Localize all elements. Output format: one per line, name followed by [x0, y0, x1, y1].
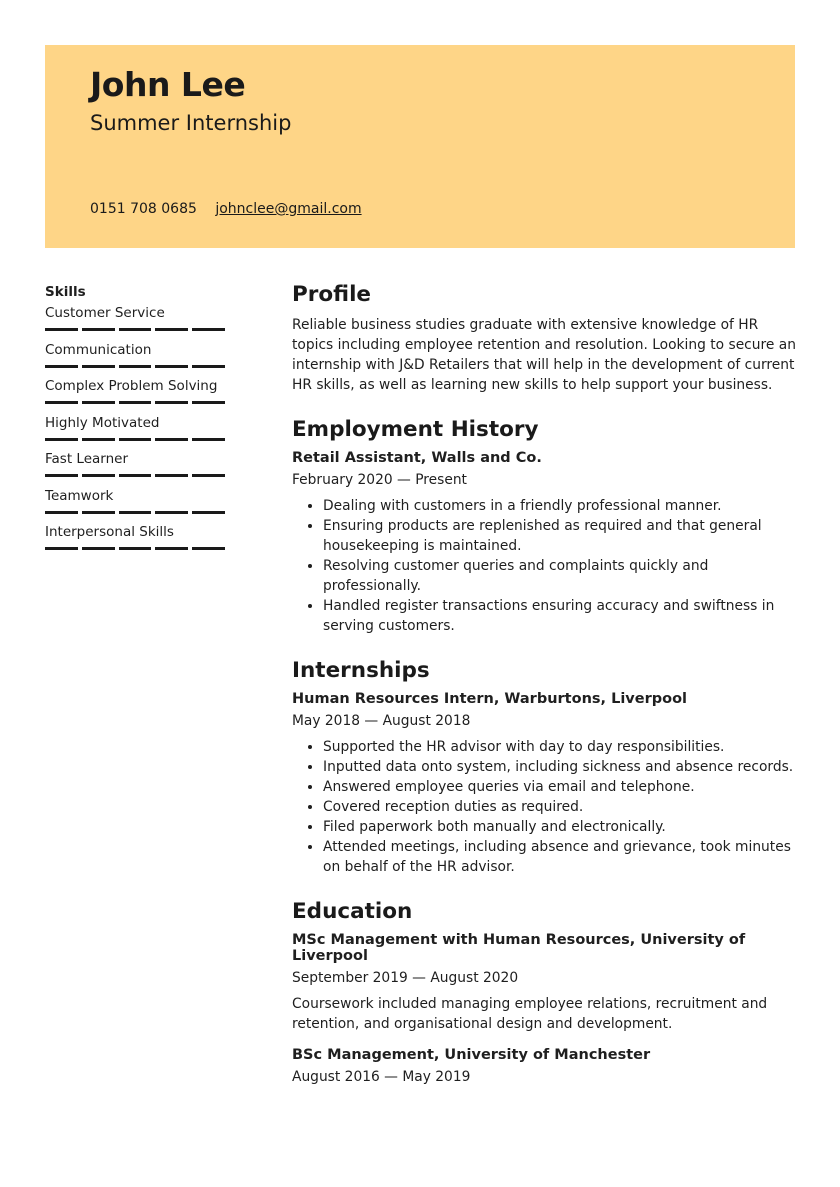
- section-title: Employment History: [292, 417, 539, 442]
- skill-label: Interpersonal Skills: [45, 524, 174, 540]
- entry-dates: May 2018 — August 2018: [292, 713, 471, 729]
- experience-entry: [292, 691, 797, 877]
- skill-level-segment: [82, 365, 115, 368]
- bullet-item: • Dealing with customers in a friendly professional manner.: [323, 496, 797, 516]
- skill-label: Highly Motivated: [45, 414, 160, 431]
- bullet-item: • Resolving customer queries and complaints quickly and professionally.: [323, 556, 797, 596]
- skill-level-segment: [155, 438, 188, 441]
- education-entry: [292, 1047, 797, 1085]
- skill-level-bar: [45, 365, 225, 368]
- skill-level-segment: [192, 328, 225, 331]
- skill-item: [45, 488, 225, 525]
- skill-level-segment: [45, 365, 78, 368]
- skill-level-segment: [119, 438, 152, 441]
- skill-label: Teamwork: [45, 487, 114, 504]
- education-dates: August 2016 — May 2019: [292, 1069, 471, 1085]
- education-title: MSc Management with Human Resources, University of Liverpool: [292, 932, 746, 964]
- skill-item: [45, 415, 225, 452]
- main-content: [292, 282, 797, 1107]
- skill-level-segment: [45, 474, 78, 477]
- bullet-item: • Filed paperwork both manually and electronically.: [323, 817, 797, 837]
- job-title: Summer Internship: [90, 111, 292, 135]
- employment-section: [292, 417, 797, 636]
- skill-item: [45, 342, 225, 379]
- education-entry: [292, 932, 797, 1034]
- skill-label: Complex Problem Solving: [45, 378, 218, 394]
- skill-level-segment: [192, 511, 225, 514]
- skill-level-segment: [155, 401, 188, 404]
- skill-item: [45, 378, 225, 415]
- skill-level-segment: [119, 511, 152, 514]
- bullet-item: • Answered employee queries via email and telephone.: [323, 777, 797, 797]
- entry-title: Human Resources Intern, Warburtons, Liverpool: [292, 691, 687, 707]
- skill-level-segment: [45, 511, 78, 514]
- skill-label: Fast Learner: [45, 451, 129, 467]
- skill-level-segment: [45, 328, 78, 331]
- experience-entry: [292, 450, 797, 636]
- skill-level-segment: [119, 547, 152, 550]
- phone-number: 0151 708 0685: [90, 201, 197, 217]
- section-title: Education: [292, 899, 413, 924]
- skill-level-bar: [45, 474, 225, 477]
- profile-text: Reliable business studies graduate with extensive knowledge of HR topics including employee retention and resolution. Looking to secure an internship with J&D Retailers that will help in the development of current HR skills, as well as learning new skills to help support your business.: [292, 317, 796, 393]
- skill-level-segment: [155, 474, 188, 477]
- skill-level-segment: [82, 547, 115, 550]
- skill-level-segment: [119, 474, 152, 477]
- skill-level-segment: [192, 438, 225, 441]
- sidebar: [45, 284, 225, 561]
- skill-level-segment: [192, 474, 225, 477]
- section-title: Profile: [292, 282, 372, 307]
- skill-level-segment: [45, 401, 78, 404]
- skill-item: [45, 451, 225, 488]
- skill-level-segment: [192, 401, 225, 404]
- skill-level-bar: [45, 401, 225, 404]
- bullet-item: • Attended meetings, including absence and grievance, took minutes on behalf of the HR advisor.: [323, 837, 797, 877]
- contact-info: [90, 201, 362, 217]
- skill-level-segment: [45, 438, 78, 441]
- bullet-item: • Inputted data onto system, including sickness and absence records.: [323, 757, 797, 777]
- skill-label: Customer Service: [45, 305, 165, 321]
- bullet-item: • Handled register transactions ensuring accuracy and swiftness in serving customers.: [323, 596, 797, 636]
- skill-level-bar: [45, 547, 225, 550]
- education-dates: September 2019 — August 2020: [292, 970, 519, 986]
- skill-level-bar: [45, 438, 225, 441]
- internships-section: [292, 658, 797, 877]
- skill-level-segment: [119, 365, 152, 368]
- skill-item: [45, 524, 225, 561]
- entry-dates: February 2020 — Present: [292, 472, 467, 488]
- skill-level-segment: [155, 511, 188, 514]
- resume-header: [45, 45, 795, 248]
- education-title: BSc Management, University of Manchester: [292, 1047, 651, 1063]
- skill-level-segment: [82, 328, 115, 331]
- skill-level-segment: [155, 328, 188, 331]
- bullet-item: • Ensuring products are replenished as required and that general housekeeping is maintained.: [323, 516, 797, 556]
- skill-level-segment: [119, 328, 152, 331]
- skills-title: Skills: [45, 284, 86, 300]
- skill-level-segment: [82, 401, 115, 404]
- bullet-item: • Covered reception duties as required.: [323, 797, 797, 817]
- skill-level-segment: [155, 365, 188, 368]
- skills-list: [45, 305, 225, 561]
- section-title: Internships: [292, 658, 430, 683]
- education-list: [292, 932, 797, 1085]
- skill-level-bar: [45, 328, 225, 331]
- employment-list: [292, 450, 797, 636]
- skill-level-segment: [155, 547, 188, 550]
- skill-item: [45, 305, 225, 342]
- entry-title: Retail Assistant, Walls and Co.: [292, 450, 542, 466]
- candidate-name: John Lee: [90, 65, 246, 104]
- skill-label: Communication: [45, 341, 152, 358]
- bullet-list: [292, 496, 797, 636]
- skill-level-segment: [82, 438, 115, 441]
- profile-section: [292, 282, 797, 395]
- bullet-item: • Supported the HR advisor with day to day responsibilities.: [323, 737, 797, 757]
- education-section: [292, 899, 797, 1085]
- email-link[interactable]: johnclee@gmail.com: [215, 201, 362, 217]
- skill-level-segment: [45, 547, 78, 550]
- education-description: Coursework included managing employee relations, recruitment and retention, and organisational design and development.: [292, 996, 768, 1032]
- bullet-list: [292, 737, 797, 877]
- skill-level-bar: [45, 511, 225, 514]
- skill-level-segment: [82, 511, 115, 514]
- skill-level-segment: [192, 365, 225, 368]
- skill-level-segment: [192, 547, 225, 550]
- skill-level-segment: [82, 474, 115, 477]
- internships-list: [292, 691, 797, 877]
- skill-level-segment: [119, 401, 152, 404]
